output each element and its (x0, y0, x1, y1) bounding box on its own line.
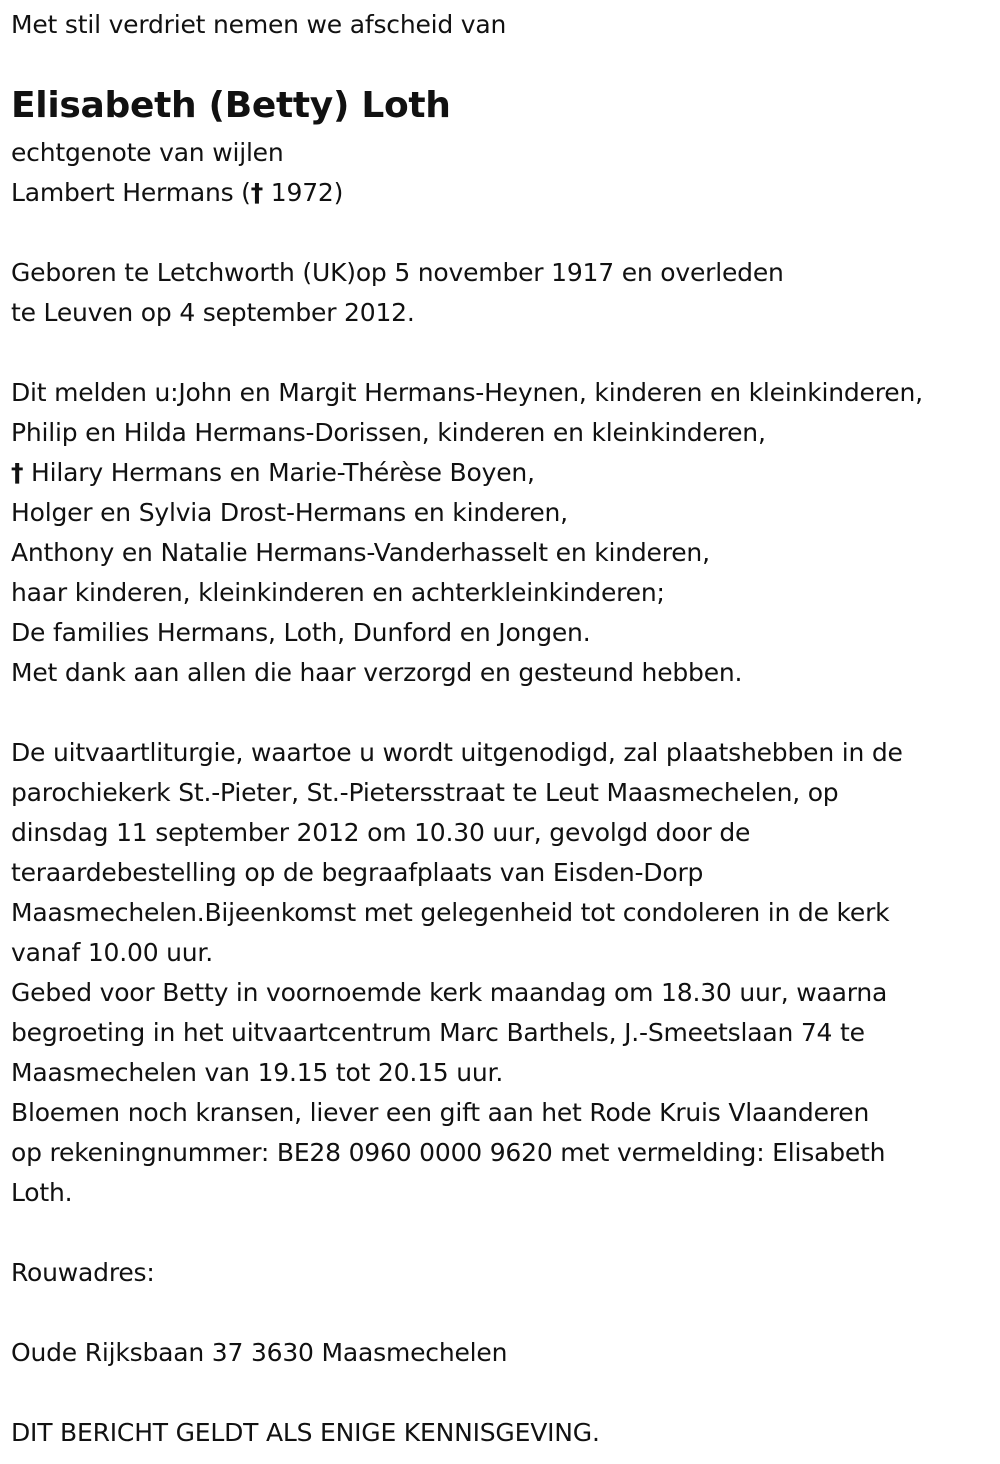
family-line-text: Hilary Hermans en Marie-Thérèse Boyen, (23, 458, 535, 487)
family-line: Philip en Hilda Hermans-Dorissen, kinderen en kleinkinderen, (11, 418, 766, 447)
ceremony-line: teraardebestelling op de begraafplaats van Eisden-Dorp (11, 858, 704, 887)
closing-statement: DIT BERICHT GELDT ALS ENIGE KENNISGEVING. (11, 1418, 600, 1447)
birth-line-1: Geboren te Letchworth (UK)op 5 november 1917 en overleden (11, 258, 784, 287)
cross-icon: † (11, 458, 24, 487)
family-line: Met dank aan allen die haar verzorgd en gesteund hebben. (11, 658, 743, 687)
ceremony-line: Gebed voor Betty in voornoemde kerk maandag om 18.30 uur, waarna (11, 978, 888, 1007)
address-section (11, 1253, 507, 1373)
ceremony-line: parochiekerk St.-Pieter, St.-Pietersstraat te Leut Maasmechelen, op (11, 778, 839, 807)
family-line (11, 453, 923, 493)
cross-icon: † (250, 178, 264, 207)
deceased-name: Elisabeth (Betty) Loth (11, 85, 451, 126)
intro-text: Met stil verdriet nemen we afscheid van (11, 10, 507, 39)
ceremony-line: dinsdag 11 september 2012 om 10.30 uur, gevolgd door de (11, 818, 751, 847)
spouse-name-prefix: Lambert Hermans ( (11, 178, 251, 207)
birth-death-section (11, 253, 784, 333)
family-line: haar kinderen, kleinkinderen en achterkleinkinderen; (11, 578, 665, 607)
spouse-line-1: echtgenote van wijlen (11, 138, 284, 167)
ceremony-line: op rekeningnummer: BE28 0960 0000 9620 met vermelding: Elisabeth (11, 1138, 886, 1167)
address-spacer (11, 1293, 507, 1333)
ceremony-line: De uitvaartliturgie, waartoe u wordt uitgenodigd, zal plaatshebben in de (11, 738, 903, 767)
spouse-death-year: 1972) (263, 178, 344, 207)
ceremony-line: Maasmechelen.Bijeenkomst met gelegenheid tot condoleren in de kerk (11, 898, 890, 927)
ceremony-line: vanaf 10.00 uur. (11, 938, 213, 967)
family-line: Holger en Sylvia Drost-Hermans en kinderen, (11, 498, 568, 527)
address-value: Oude Rijksbaan 37 3630 Maasmechelen (11, 1338, 508, 1367)
family-section (11, 373, 923, 693)
family-line: Anthony en Natalie Hermans-Vanderhasselt en kinderen, (11, 538, 710, 567)
family-line: De families Hermans, Loth, Dunford en Jongen. (11, 618, 591, 647)
ceremony-line: Bloemen noch kransen, liever een gift aan het Rode Kruis Vlaanderen (11, 1098, 870, 1127)
address-label: Rouwadres: (11, 1258, 155, 1287)
ceremony-line: Loth. (11, 1178, 73, 1207)
spouse-line-2 (11, 173, 343, 213)
ceremony-line: begroeting in het uitvaartcentrum Marc Barthels, J.-Smeetslaan 74 te (11, 1018, 865, 1047)
ceremony-line: Maasmechelen van 19.15 tot 20.15 uur. (11, 1058, 504, 1087)
spouse-section (11, 133, 343, 213)
family-line: Dit melden u:John en Margit Hermans-Heynen, kinderen en kleinkinderen, (11, 378, 923, 407)
ceremony-section (11, 733, 903, 1213)
birth-line-2: te Leuven op 4 september 2012. (11, 298, 415, 327)
